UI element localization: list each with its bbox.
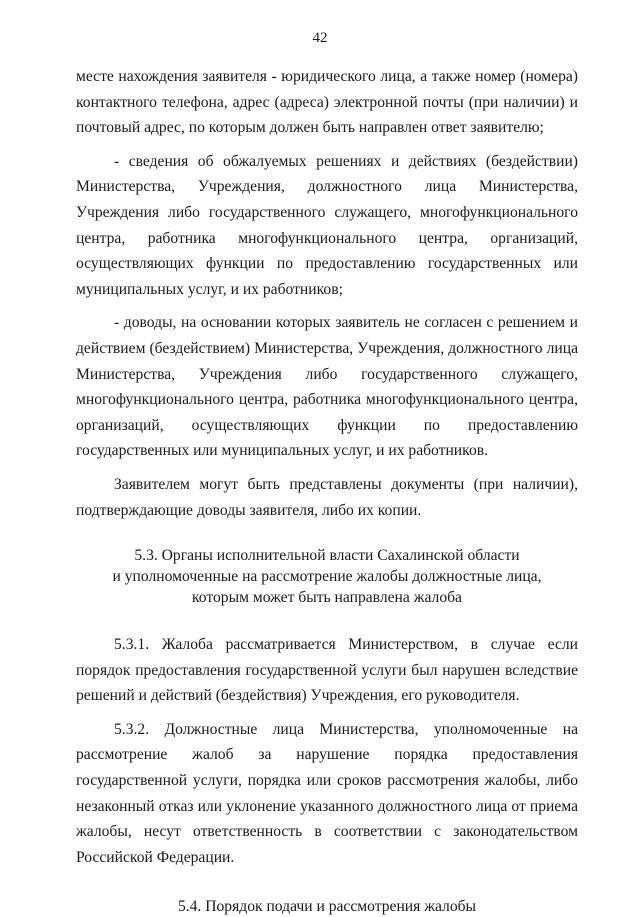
section-heading-5-3 (76, 545, 578, 608)
paragraph-5-3-1: 5.3.1. Жалоба рассматривается Министерством, в случае если порядок предоставления государственной услуги был нарушен вследствие решений и действий (бездействия) Учреждения, его руководителя. (76, 636, 578, 705)
page-number: 42 (312, 30, 328, 46)
paragraph-documents: Заявителем могут быть представлены документы (при наличии), подтверждающие доводы заявителя, либо их копии. (76, 475, 578, 519)
document-body (76, 64, 578, 917)
paragraph-appealed-decisions: - сведения об обжалуемых решениях и действиях (бездействии) Министерства, Учреждения, должностного лица Министерства, Учреждения либо государственного служащего, многофункционального центра, работника многофункционального центра, организаций, осуществляющих функции по предоставлению государственных или муниципальных услуг, и их работников; (76, 152, 578, 298)
paragraph-5-3-2: 5.3.2. Должностные лица Министерства, уполномоченные на рассмотрение жалоб за нарушение порядка предоставления государственной услуги, порядка или сроков рассмотрения жалобы, либо незаконный отказ или уклонение указанного должностного лица от приема жалобы, несут ответственность в соответствии с законодательством Российской Федерации. (76, 720, 578, 866)
paragraph-applicant-contacts: месте нахождения заявителя - юридического лица, а также номер (номера) контактного телефона, адрес (адреса) электронной почты (при наличии) и почтовый адрес, по которым должен быть направлен ответ заявителю; (76, 68, 578, 137)
heading-5-3-line-2: и уполномоченные на рассмотрение жалобы должностные лица, (112, 568, 542, 586)
paragraph-arguments: - доводы, на основании которых заявитель не согласен с решением и действием (бездействием) Министерства, Учреждения, должностного лица Министерства, Учреждения либо государственного служащего, многофункционального центра, работника многофункционального центра, организаций, осуществляющих функции по предоставлению государственных или муниципальных услуг, и их работников. (76, 314, 578, 460)
heading-5-3-line-3: которым может быть направлена жалоба (192, 589, 462, 607)
heading-5-3-line-1: 5.3. Органы исполнительной власти Сахалинской области (134, 547, 520, 565)
section-heading-5-4: 5.4. Порядок подачи и рассмотрения жалобы (177, 898, 477, 916)
